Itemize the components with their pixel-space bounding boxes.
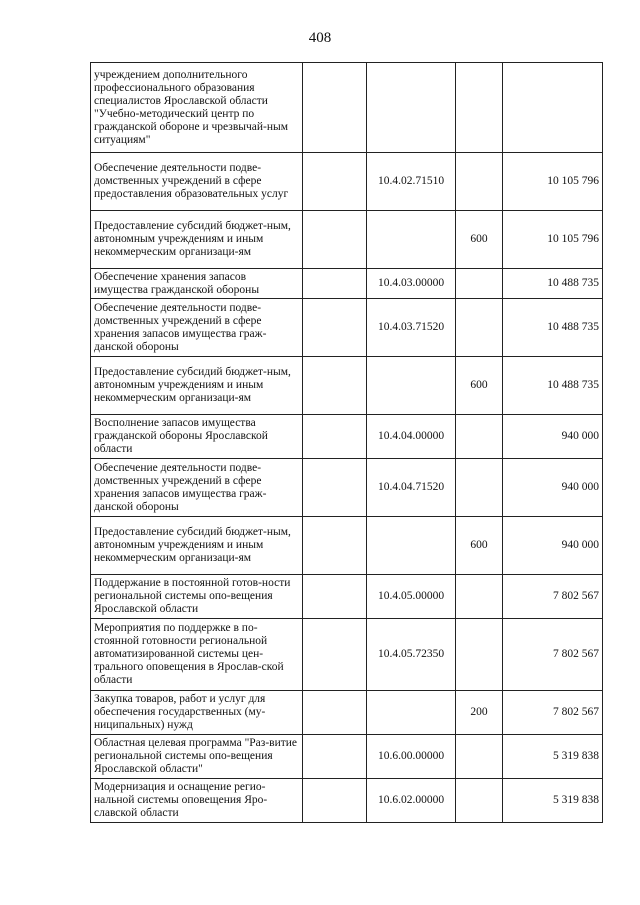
row-name: Восполнение запасов имущества гражданской обороны Ярославской области	[91, 415, 303, 459]
table-row	[91, 269, 603, 299]
row-sum: 10 105 796	[503, 211, 603, 269]
row-gap-cell	[303, 735, 367, 779]
row-name: учреждением дополнительного профессионального образования специалистов Ярославской области "Учебно-методический центр по гражданской обороне и чрезвычай-ным ситуациям"	[91, 63, 303, 153]
budget-table	[90, 62, 603, 823]
row-gap-cell	[303, 575, 367, 619]
row-sum: 940 000	[503, 459, 603, 517]
row-code: 10.4.03.00000	[367, 269, 456, 299]
row-gap-cell	[303, 415, 367, 459]
row-gap-cell	[303, 153, 367, 211]
row-type	[456, 299, 503, 357]
row-gap-cell	[303, 779, 367, 823]
row-name: Областная целевая программа "Раз-витие региональной системы опо-вещения Ярославской области"	[91, 735, 303, 779]
row-name: Предоставление субсидий бюджет-ным, автономным учреждениям и иным некоммерческим организаци-ям	[91, 357, 303, 415]
row-code: 10.4.04.71520	[367, 459, 456, 517]
row-name: Обеспечение деятельности подве-домственных учреждений в сфере хранения запасов имущества граж-данской обороны	[91, 299, 303, 357]
table-row	[91, 299, 603, 357]
row-sum: 10 105 796	[503, 153, 603, 211]
row-sum	[503, 63, 603, 153]
table-row	[91, 575, 603, 619]
table-row	[91, 517, 603, 575]
row-name: Мероприятия по поддержке в по-стоянной готовности региональной автоматизированной системы цен-трального оповещения в Ярослав-ской области	[91, 619, 303, 691]
row-gap-cell	[303, 691, 367, 735]
row-code	[367, 211, 456, 269]
table-row	[91, 619, 603, 691]
row-sum: 7 802 567	[503, 619, 603, 691]
row-sum: 10 488 735	[503, 299, 603, 357]
row-type	[456, 459, 503, 517]
row-type: 600	[456, 357, 503, 415]
row-name: Предоставление субсидий бюджет-ным, автономным учреждениям и иным некоммерческим организаци-ям	[91, 211, 303, 269]
row-code	[367, 63, 456, 153]
table-row	[91, 779, 603, 823]
table-row	[91, 357, 603, 415]
row-code	[367, 691, 456, 735]
table-row	[91, 459, 603, 517]
row-sum: 7 802 567	[503, 575, 603, 619]
row-name: Поддержание в постоянной готов-ности региональной системы опо-вещения Ярославской области	[91, 575, 303, 619]
row-gap-cell	[303, 517, 367, 575]
row-gap-cell	[303, 459, 367, 517]
row-sum: 940 000	[503, 415, 603, 459]
row-name: Обеспечение деятельности подве-домственных учреждений в сфере хранения запасов имущества граж-данской обороны	[91, 459, 303, 517]
row-type	[456, 575, 503, 619]
table-row	[91, 415, 603, 459]
row-code: 10.6.00.00000	[367, 735, 456, 779]
row-type	[456, 735, 503, 779]
table-row	[91, 63, 603, 153]
row-type: 600	[456, 517, 503, 575]
table-row	[91, 735, 603, 779]
row-name: Закупка товаров, работ и услуг для обеспечения государственных (му-ниципальных) нужд	[91, 691, 303, 735]
row-name: Обеспечение деятельности подве-домственных учреждений в сфере предоставления образовательных услуг	[91, 153, 303, 211]
row-gap-cell	[303, 63, 367, 153]
row-gap-cell	[303, 299, 367, 357]
row-sum: 10 488 735	[503, 357, 603, 415]
row-sum: 5 319 838	[503, 779, 603, 823]
row-gap-cell	[303, 211, 367, 269]
budget-table-body	[91, 63, 603, 823]
row-sum: 7 802 567	[503, 691, 603, 735]
row-sum: 10 488 735	[503, 269, 603, 299]
row-type	[456, 153, 503, 211]
row-code: 10.4.02.71510	[367, 153, 456, 211]
row-code: 10.6.02.00000	[367, 779, 456, 823]
row-name: Предоставление субсидий бюджет-ным, автономным учреждениям и иным некоммерческим организаци-ям	[91, 517, 303, 575]
row-sum: 940 000	[503, 517, 603, 575]
row-name: Обеспечение хранения запасов имущества гражданской обороны	[91, 269, 303, 299]
row-code: 10.4.05.72350	[367, 619, 456, 691]
row-type	[456, 619, 503, 691]
row-type	[456, 415, 503, 459]
page-number: 408	[308, 30, 332, 46]
row-code: 10.4.03.71520	[367, 299, 456, 357]
row-type: 600	[456, 211, 503, 269]
row-sum: 5 319 838	[503, 735, 603, 779]
row-name: Модернизация и оснащение регио-нальной системы оповещения Яро-славской области	[91, 779, 303, 823]
row-gap-cell	[303, 357, 367, 415]
row-code: 10.4.04.00000	[367, 415, 456, 459]
table-row	[91, 211, 603, 269]
row-gap-cell	[303, 269, 367, 299]
row-type	[456, 779, 503, 823]
row-type	[456, 269, 503, 299]
row-code: 10.4.05.00000	[367, 575, 456, 619]
row-gap-cell	[303, 619, 367, 691]
table-row	[91, 153, 603, 211]
row-code	[367, 517, 456, 575]
row-code	[367, 357, 456, 415]
row-type	[456, 63, 503, 153]
table-row	[91, 691, 603, 735]
row-type: 200	[456, 691, 503, 735]
